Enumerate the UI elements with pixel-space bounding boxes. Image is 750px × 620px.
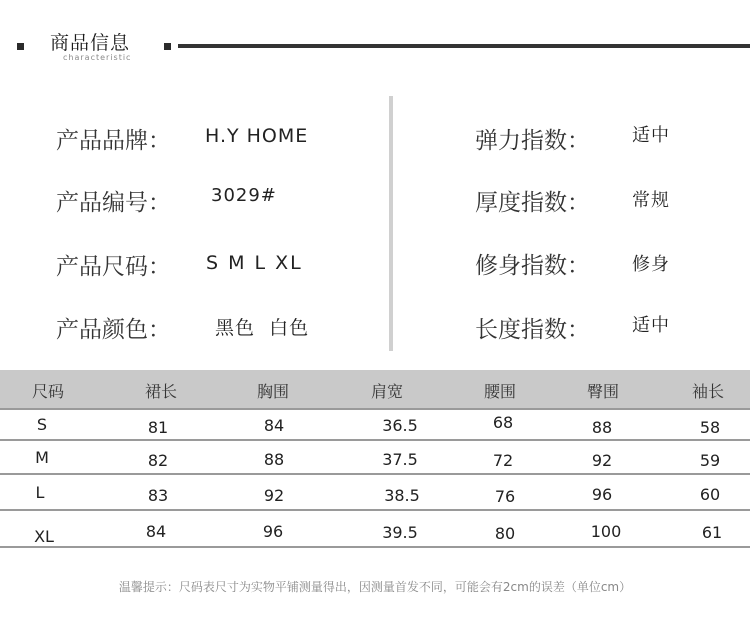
info-divider: [389, 96, 393, 351]
table-header-cell: 尺码: [31, 382, 65, 401]
table-cell: 72: [492, 451, 514, 470]
table-header-cell: 肩宽: [370, 382, 404, 401]
table-cell: 92: [591, 451, 613, 470]
elasticity-label: 弹力指数：: [475, 128, 590, 154]
thickness-label: 厚度指数：: [475, 190, 590, 216]
table-cell: S: [36, 415, 48, 434]
section-subtitle: characteristic: [63, 53, 132, 62]
size-footnote: 温馨提示：尺码表尺寸为实物平铺测量得出，因测量首发不同，可能会有2cm的误差（单位cm）: [118, 580, 632, 594]
table-cell: XL: [34, 527, 54, 546]
table-cell: 37.5: [382, 450, 418, 469]
length-value: 适中: [632, 315, 670, 336]
table-cell: 92: [263, 486, 285, 505]
table-header-cell: 裙长: [144, 382, 178, 401]
table-cell: 36.5: [382, 416, 418, 435]
table-cell: 96: [262, 522, 284, 541]
table-cell: 100: [590, 522, 622, 541]
header-rule: [178, 44, 750, 48]
table-cell: 80: [494, 524, 516, 543]
table-cell: 59: [699, 451, 721, 470]
table-cell: 61: [701, 523, 723, 542]
row-divider: [0, 439, 750, 441]
table-cell: 84: [263, 416, 285, 435]
section-title: 商品信息: [50, 32, 131, 54]
size-value: S M L XL: [206, 252, 303, 274]
table-cell: M: [35, 448, 49, 467]
thickness-value: 常规: [632, 190, 670, 211]
table-cell: 81: [147, 418, 169, 437]
table-header-cell: 袖长: [691, 382, 725, 401]
table-cell: 96: [591, 485, 613, 504]
brand-value: H.Y HOME: [205, 125, 309, 147]
table-cell: L: [35, 483, 45, 502]
table-cell: 88: [591, 418, 613, 437]
table-cell: 39.5: [382, 523, 418, 542]
row-divider: [0, 546, 750, 548]
fit-label: 修身指数：: [475, 253, 590, 279]
table-header-cell: 胸围: [256, 382, 290, 401]
item-number-label: 产品编号：: [56, 190, 171, 216]
size-label: 产品尺码：: [56, 254, 171, 280]
table-header-cell: 腰围: [483, 382, 517, 401]
table-cell: 76: [494, 487, 516, 506]
header-left-marker: [17, 43, 24, 50]
length-label: 长度指数：: [475, 317, 590, 343]
table-cell: 60: [699, 485, 721, 504]
color-label: 产品颜色：: [56, 317, 171, 343]
table-cell: 58: [699, 418, 721, 437]
table-cell: 38.5: [384, 486, 420, 505]
elasticity-value: 适中: [632, 125, 670, 146]
row-divider: [0, 509, 750, 511]
table-cell: 88: [263, 450, 285, 469]
header-right-marker: [164, 43, 171, 50]
fit-value: 修身: [632, 254, 670, 275]
color-value: 黑色 白色: [215, 317, 310, 339]
row-divider: [0, 408, 750, 410]
table-cell: 84: [145, 522, 167, 541]
table-cell: 82: [147, 451, 169, 470]
table-cell: 83: [147, 486, 169, 505]
row-divider: [0, 473, 750, 475]
item-number-value: 3029#: [211, 185, 277, 206]
table-cell: 68: [492, 413, 514, 432]
table-header-cell: 臀围: [586, 382, 620, 401]
brand-label: 产品品牌：: [56, 128, 171, 154]
